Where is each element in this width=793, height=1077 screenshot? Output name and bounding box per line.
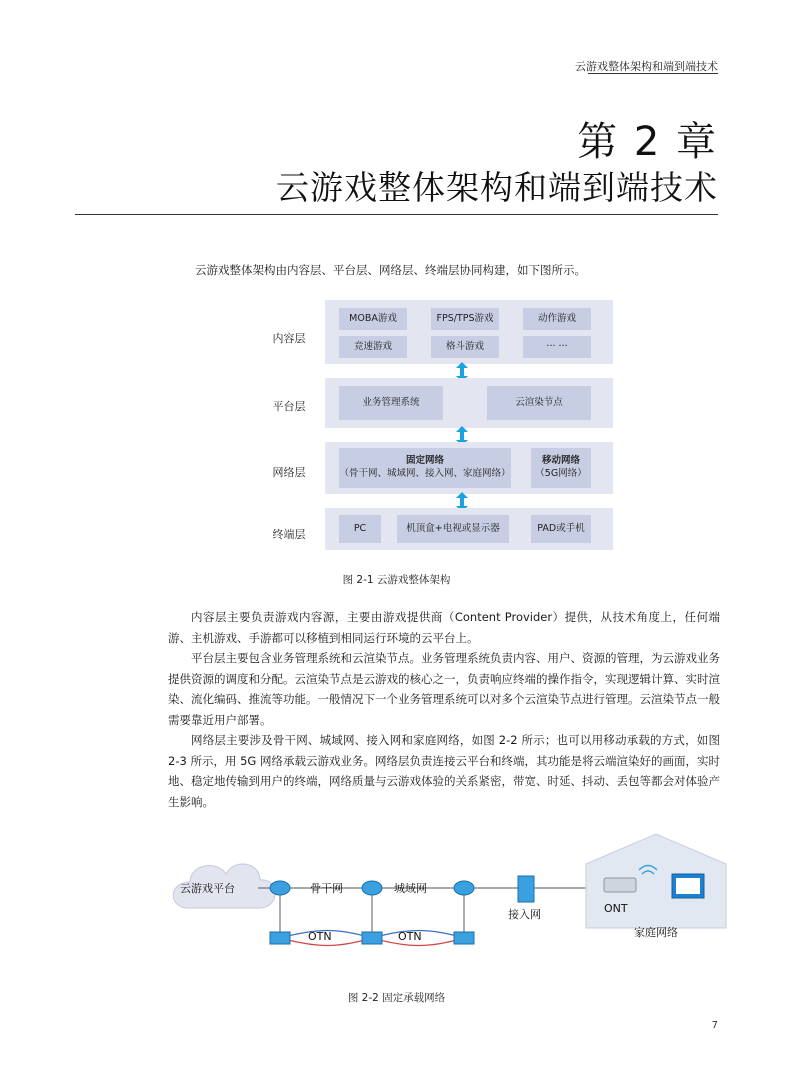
router-icon <box>362 881 382 895</box>
access-switch-icon <box>518 876 534 902</box>
paragraph: 平台层主要包含业务管理系统和云渲染节点。业务管理系统负责内容、用户、资源的管理，为云游戏业务提供资源的调度和分配。云渲染节点是云游戏的核心之一，负责响应终端的操作指令，实现逻辑计算、实时渲染、流化编码、推流等功能。一般情况下一个业务管理系统可以对多个云渲染节点进行管理。云渲染节点一般需要靠近用户部署。 <box>168 651 720 727</box>
cloud-platform-label: 云游戏平台 <box>180 882 235 895</box>
home-network-label: 家庭网络 <box>634 926 678 939</box>
otn-device-icon <box>454 932 474 944</box>
cell-stb: 机顶盒+电视或显示器 <box>397 515 509 543</box>
metro-label: 城域网 <box>394 882 427 895</box>
terminal-layer <box>325 508 613 550</box>
content-layer <box>325 300 613 364</box>
otn-device-icon <box>270 932 290 944</box>
cell-pc: PC <box>339 515 381 543</box>
layer-label-content: 内容层 <box>272 332 306 345</box>
cell-mobile-network <box>531 448 591 488</box>
mobile-network-title: 移动网络 <box>541 455 580 467</box>
otn-device-icon <box>362 932 382 944</box>
layer-label-network: 网络层 <box>272 466 306 479</box>
cell-racing: 竞速游戏 <box>339 336 407 358</box>
figure1-caption: 图 2-1 云游戏整体架构 <box>342 574 451 586</box>
ont-label: ONT <box>604 902 628 915</box>
backbone-label: 骨干网 <box>310 882 343 895</box>
cell-render-node: 云渲染节点 <box>487 386 591 420</box>
fixed-network-sub: （骨干网、城域网、接入网、家庭网络） <box>339 468 511 479</box>
network-diagram <box>168 830 733 950</box>
otn-left-label: OTN <box>308 930 332 943</box>
otn-right-label: OTN <box>398 930 422 943</box>
cell-fixed-network <box>339 448 511 488</box>
cell-pad: PAD或手机 <box>531 515 591 543</box>
router-icon <box>270 881 290 895</box>
paragraph: 网络层主要涉及骨干网、城域网、接入网和家庭网络，如图 2-2 所示；也可以用移动承载的方式，如图 2-3 所示，用 5G 网络承载云游戏业务。网络层负责连接云平台和终端，其功能是将云端渲染好的画面，实时地、稳定地传输到用户的终端，网络质量与云游戏体验的关系紧密，带宽、时延、抖动、丢包等都会对体验产生影响。 <box>168 733 720 809</box>
network-layer <box>325 442 613 494</box>
header-rule <box>588 73 718 74</box>
body-text <box>168 607 720 812</box>
fixed-network-title: 固定网络 <box>405 455 444 467</box>
page-number: 7 <box>711 1020 718 1031</box>
cell-fighting: 格斗游戏 <box>431 336 499 358</box>
cell-action: 动作游戏 <box>523 308 591 330</box>
paragraph: 内容层主要负责游戏内容源，主要由游戏提供商（Content Provider）提供，从技术角度上，任何端游、主机游戏、手游都可以移植到相同运行环境的云平台上。 <box>168 610 720 645</box>
title-rule <box>75 214 718 215</box>
layer-label-platform: 平台层 <box>272 400 306 413</box>
cell-fps: FPS/TPS游戏 <box>431 308 499 330</box>
cell-more: ··· ··· <box>523 336 591 358</box>
laptop-icon <box>672 874 704 898</box>
platform-layer <box>325 378 613 428</box>
access-label: 接入网 <box>508 908 541 921</box>
chapter-number: 第 2 章 <box>577 119 718 165</box>
cell-moba: MOBA游戏 <box>339 308 407 330</box>
layer-label-terminal: 终端层 <box>272 528 306 541</box>
running-header: 云游戏整体架构和端到端技术 <box>575 60 718 73</box>
mobile-network-sub: （5G网络） <box>535 468 587 479</box>
figure2-caption: 图 2-2 固定承载网络 <box>347 992 446 1004</box>
architecture-diagram <box>255 298 615 556</box>
intro-text: 云游戏整体架构由内容层、平台层、网络层、终端层协同构建，如下图所示。 <box>195 263 586 277</box>
ont-icon <box>604 878 636 892</box>
router-icon <box>454 881 474 895</box>
cell-business-mgmt: 业务管理系统 <box>339 386 443 420</box>
chapter-title: 云游戏整体架构和端到端技术 <box>276 168 718 207</box>
